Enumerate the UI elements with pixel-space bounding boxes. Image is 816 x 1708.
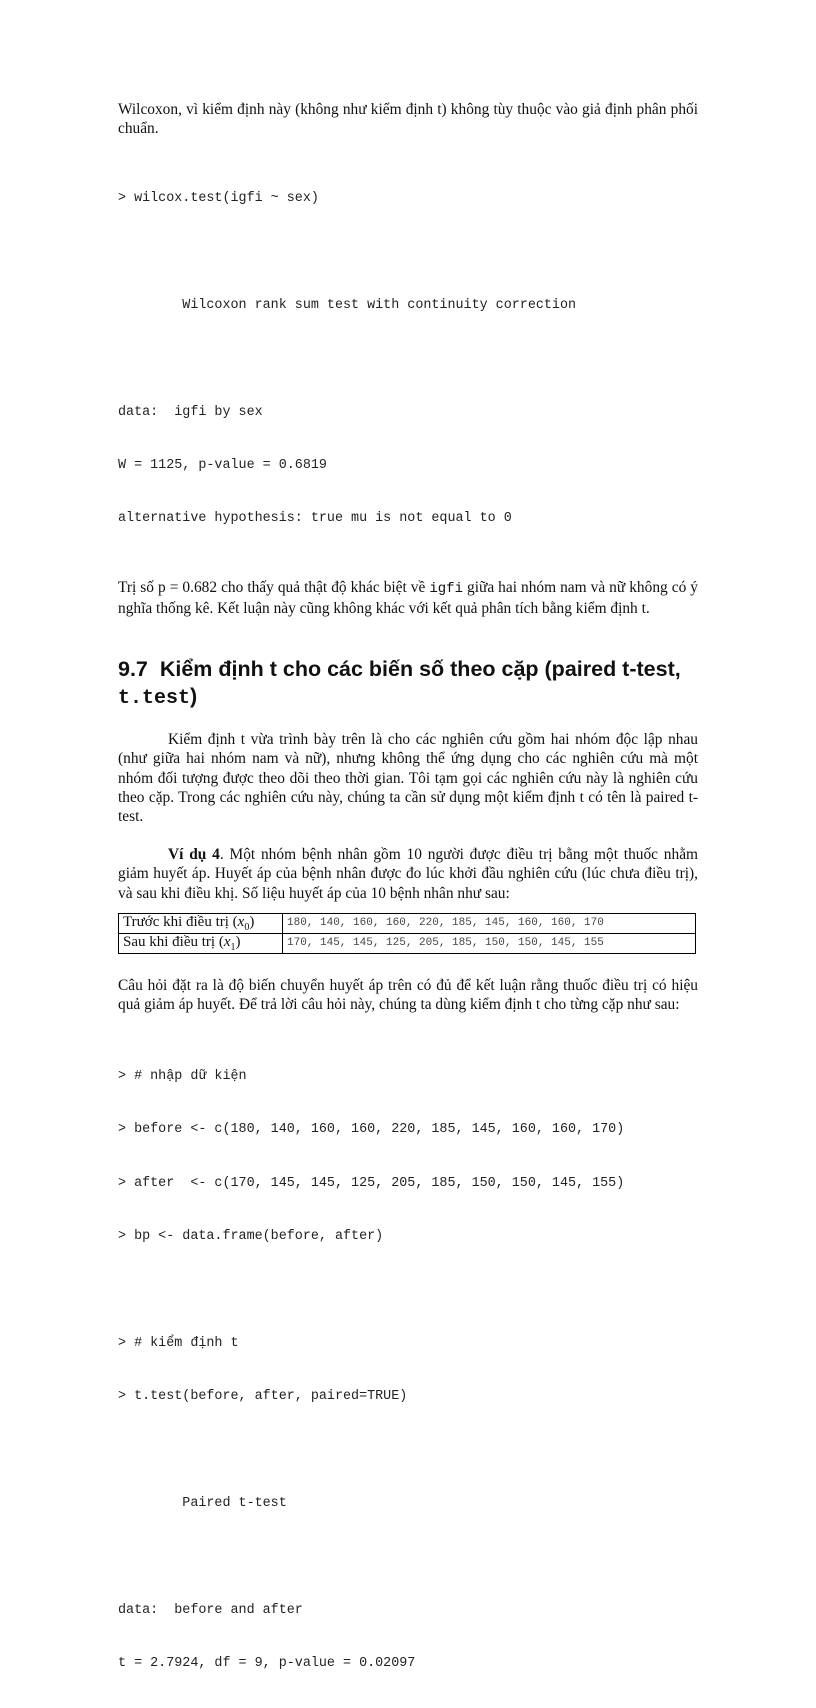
- section-heading: [118, 656, 698, 712]
- row-values: 180, 140, 160, 160, 220, 185, 145, 160, 160, 170: [283, 913, 696, 933]
- pvalue-paragraph: [118, 578, 698, 618]
- code-line: > before <- c(180, 140, 160, 160, 220, 185, 145, 160, 160, 170): [118, 1122, 625, 1138]
- example-paragraph: [118, 845, 698, 903]
- code-line: > # kiểm định t: [118, 1335, 239, 1351]
- section-number: 9.7: [118, 657, 148, 682]
- wilcox-code-block: [118, 154, 698, 563]
- table-row: [119, 913, 696, 933]
- section-title: Kiểm định t cho các biến số theo cặp (paired t-test,: [159, 657, 681, 682]
- document-page: [118, 100, 698, 1708]
- code-line: data: igfi by sex: [118, 404, 263, 420]
- section-title-end: ): [190, 684, 198, 709]
- code-line: > wilcox.test(igfi ~ sex): [118, 191, 319, 206]
- table-row: [119, 933, 696, 953]
- section-title-code: t.test: [118, 687, 191, 711]
- blood-pressure-table: [118, 913, 696, 954]
- code-line: Wilcoxon rank sum test with continuity correction: [118, 297, 577, 313]
- code-line: data: before and after: [118, 1602, 303, 1618]
- example-label: Ví dụ 4: [168, 846, 220, 864]
- code-line: > after <- c(170, 145, 145, 125, 205, 185, 150, 150, 145, 155): [118, 1175, 625, 1191]
- code-line: alternative hypothesis: true mu is not equal to 0: [118, 511, 512, 527]
- code-line: t = 2.7924, df = 9, p-value = 0.02097: [118, 1656, 416, 1672]
- row-label: Sau khi điều trị $(x_1)$: [119, 933, 283, 953]
- code-line: > # nhập dữ kiện: [118, 1068, 247, 1084]
- row-label: Trước khi điều trị $(x_0)$: [119, 913, 283, 933]
- example-text: . Một nhóm bệnh nhân gồm 10 người được điều trị bằng một thuốc nhằm giảm huyết áp. Huyết áp của bệnh nhân được đo lúc khởi đầu nghiên cứu (lúc chưa điều trị), và sau khi điều khị. Số liệu huyết áp của 10 bệnh nhân như sau:: [118, 846, 698, 902]
- code-line: Paired t-test: [118, 1495, 287, 1511]
- code-line: > t.test(before, after, paired=TRUE): [118, 1389, 408, 1405]
- inline-code: igfi: [429, 580, 463, 597]
- paired-code-block: [118, 1032, 698, 1708]
- text-segment: Trị số p = 0.682 cho thấy quả thật độ khác biệt về: [118, 578, 430, 596]
- code-line: > bp <- data.frame(before, after): [118, 1228, 384, 1244]
- question-paragraph: Câu hỏi đặt ra là độ biến chuyển huyết áp trên có đủ để kết luận rằng thuốc điều trị có hiệu quả giảm áp huyết. Để trả lời câu hỏi này, chúng ta dùng kiểm định t cho từng cặp như sau:: [118, 976, 698, 1013]
- code-line: W = 1125, p-value = 0.6819: [118, 457, 327, 473]
- intro-paired-paragraph: Kiểm định t vừa trình bày trên là cho các nghiên cứu gồm hai nhóm độc lập nhau (như giữa hai nhóm nam và nữ), nhưng không thể ứng dụng cho các nghiên cứu mà một nhóm đối tượng được theo dõi theo thời gian. Tôi tạm gọi các nghiên cứu này là nghiên cứu theo cặp. Trong các nghiên cứu này, chúng ta cần sử dụng một kiểm định t có tên là paired t-test.: [118, 731, 698, 825]
- text-segment: giữa hai nhóm nam và nữ không có ý nghĩa thống kê. Kết luận này cũng không khác với kết quả phân tích bằng kiểm định t.: [118, 578, 698, 617]
- row-values: 170, 145, 145, 125, 205, 185, 150, 150, 145, 155: [283, 933, 696, 953]
- intro-paragraph: Wilcoxon, vì kiểm định này (không như kiểm định t) không tùy thuộc vào giả định phân phối chuẩn.: [118, 101, 698, 138]
